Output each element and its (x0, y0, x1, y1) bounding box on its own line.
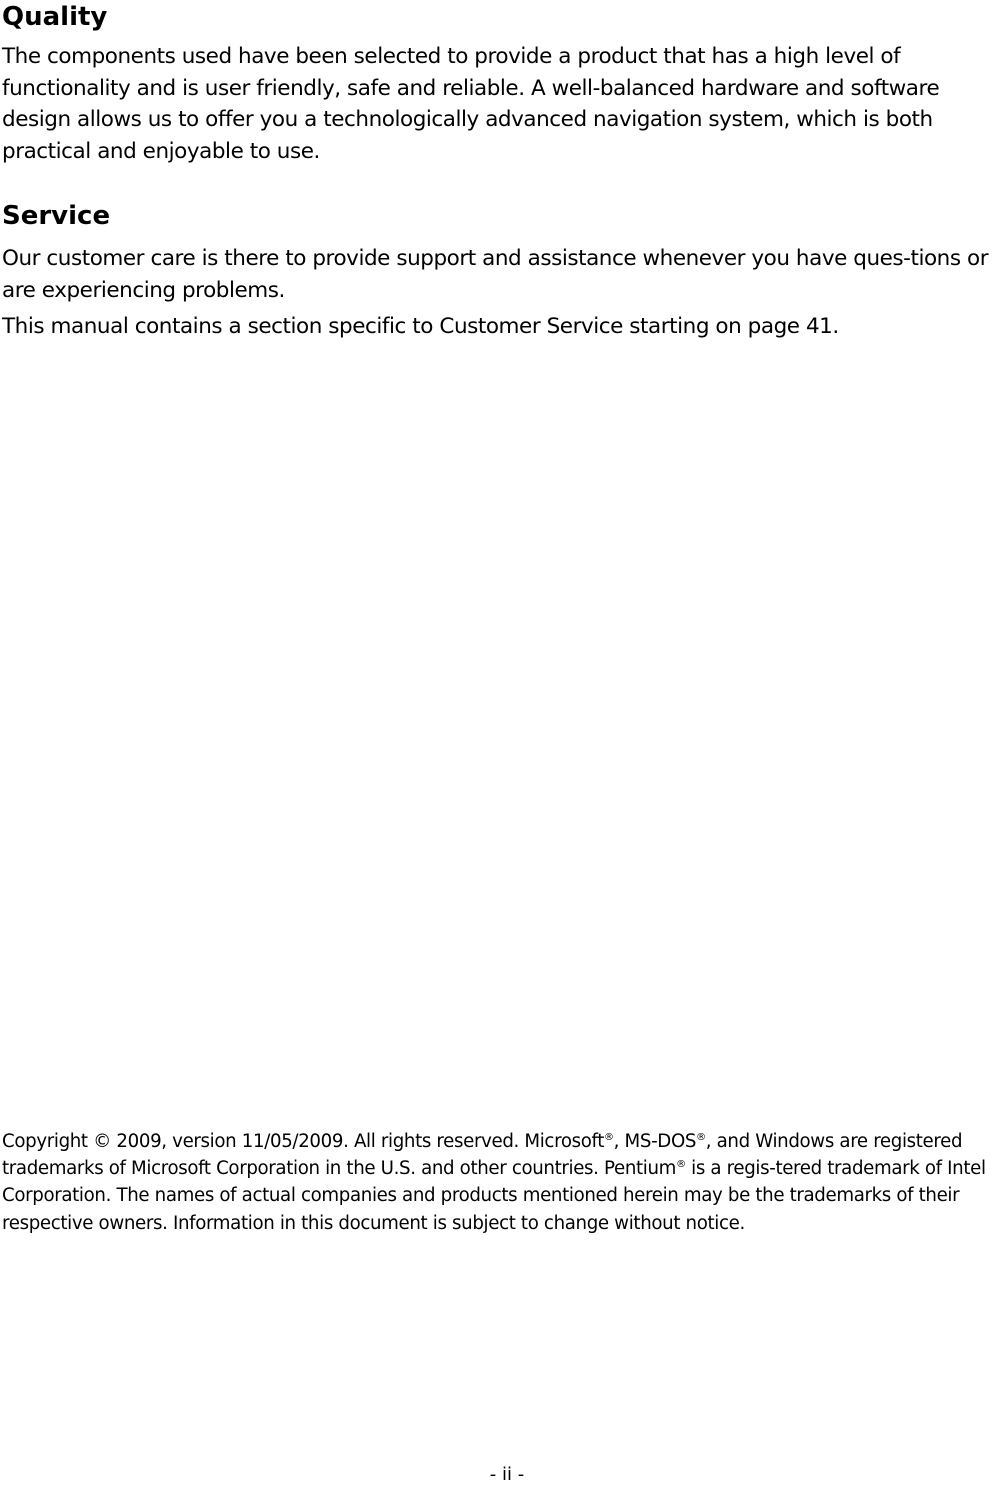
service-paragraph-manual-reference: This manual contains a section specific to Customer Service starting on page 41. (2, 314, 839, 339)
quality-paragraph: The components used have been selected to provide a product that has a high level of functionality and is user friendly, safe and reliable. A well-balanced hardware and software design allows us to offer you a technologically advanced navigation system, which is both practical and enjoyable to use. (2, 44, 940, 164)
service-paragraph-support: Our customer care is there to provide support and assistance whenever you have ques-tions or are experiencing problems. (2, 246, 989, 303)
service-heading: Service (2, 201, 111, 231)
registered-mark-ms-dos: ® (696, 1131, 706, 1143)
copyright-text-part-3: , and Windows are registered trademarks of Microsoft Corporation in the U.S. and other countries. Pentium (2, 1131, 963, 1180)
copyright-text-part-4: is a regis-tered trademark of Intel Corporation. The names of actual companies and products mentioned herein may be the trademarks of their respective owners. Information in this document is subject to change without notice. (2, 1158, 986, 1234)
copyright-text-part-1: Copyright © 2009, version 11/05/2009. All rights reserved. Microsoft (2, 1131, 605, 1152)
copyright-notice (2, 1128, 999, 1237)
quality-heading: Quality (2, 2, 108, 32)
copyright-text-part-2: , MS-DOS (613, 1131, 697, 1152)
registered-mark-pentium: ® (676, 1159, 686, 1171)
page-number: - ii - (489, 1464, 525, 1485)
registered-mark-microsoft: ® (604, 1131, 614, 1143)
